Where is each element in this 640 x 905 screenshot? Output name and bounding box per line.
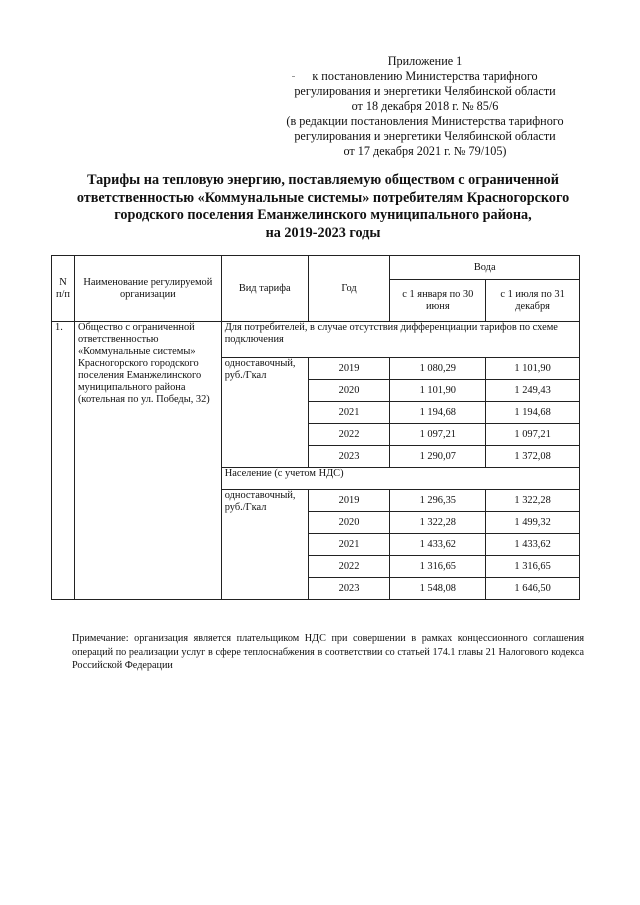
title-line: ответственностью «Коммунальные системы» потребителям Красногорского: [76, 189, 570, 206]
value-cell: 1 322,28: [486, 490, 580, 512]
document-title: [40, 172, 606, 242]
value-cell: 1 316,65: [486, 556, 580, 578]
year-cell: 2022: [308, 556, 390, 578]
year-cell: 2023: [308, 578, 390, 600]
value-cell: 1 372,08: [486, 446, 580, 468]
appendix-line: от 18 декабря 2018 г. № 85/6: [351, 99, 499, 113]
year-cell: 2023: [308, 446, 390, 468]
header-tariff-type: Вид тарифа: [221, 256, 308, 322]
footnote: Примечание: организация является плательщиком НДС при совершении в рамках концессионного соглашения операций по реализации услуг в сфере теплоснабжения в соответствии со статьей 174.1 главы 21 Налогового кодекса Российской Федерации: [72, 633, 584, 671]
year-cell: 2020: [308, 380, 390, 402]
value-cell: 1 322,28: [390, 512, 486, 534]
year-cell: 2021: [308, 402, 390, 424]
year-cell: 2021: [308, 534, 390, 556]
section-header: Население (с учетом НДС): [221, 468, 579, 490]
appendix-line: регулирования и энергетики Челябинской области: [294, 129, 556, 143]
value-cell: 1 646,50: [486, 578, 580, 600]
title-line: Тарифы на тепловую энергию, поставляемую обществом с ограниченной: [87, 172, 559, 188]
tariff-table: [51, 255, 580, 600]
row-number: 1.: [52, 322, 75, 600]
organization-name: Общество с ограниченной ответственностью «Коммунальные системы» Красногорского городского поселения Еманжелинского муниципального района (котельная по ул. Победы, 32): [74, 322, 221, 600]
value-cell: 1 194,68: [390, 402, 486, 424]
appendix-line: к постановлению Министерства тарифного: [312, 69, 538, 83]
value-cell: 1 097,21: [390, 424, 486, 446]
value-cell: 1 080,29: [390, 358, 486, 380]
tariff-type: одноставочный, руб./Гкал: [221, 358, 308, 468]
appendix-line: регулирования и энергетики Челябинской области: [294, 84, 556, 98]
value-cell: 1 296,35: [390, 490, 486, 512]
value-cell: 1 433,62: [390, 534, 486, 556]
appendix-line: от 17 декабря 2021 г. № 79/105): [343, 144, 507, 158]
value-cell: 1 499,32: [486, 512, 580, 534]
value-cell: 1 290,07: [390, 446, 486, 468]
header-period-1: с 1 января по 30 июня: [390, 280, 486, 322]
value-cell: 1 316,65: [390, 556, 486, 578]
year-cell: 2020: [308, 512, 390, 534]
header-period-2: с 1 июля по 31 декабря: [486, 280, 580, 322]
header-water: Вода: [390, 256, 580, 280]
appendix-line: Приложение 1: [387, 54, 463, 68]
value-cell: 1 194,68: [486, 402, 580, 424]
section-header: Для потребителей, в случае отсутствия дифференциации тарифов по схеме подключения: [221, 322, 579, 358]
year-cell: 2022: [308, 424, 390, 446]
appendix-header: [270, 54, 580, 159]
value-cell: 1 249,43: [486, 380, 580, 402]
value-cell: 1 097,21: [486, 424, 580, 446]
appendix-line: (в редакции постановления Министерства тарифного: [286, 114, 564, 128]
value-cell: 1 101,90: [486, 358, 580, 380]
header-num: N п/п: [52, 256, 75, 322]
title-line: городского поселения Еманжелинского муниципального района,: [114, 207, 532, 223]
value-cell: 1 548,08: [390, 578, 486, 600]
value-cell: 1 101,90: [390, 380, 486, 402]
header-org: Наименование регулируемой организации: [74, 256, 221, 322]
year-cell: 2019: [308, 490, 390, 512]
year-cell: 2019: [308, 358, 390, 380]
title-line: на 2019-2023 годы: [265, 224, 381, 241]
tariff-type: одноставочный, руб./Гкал: [221, 490, 308, 600]
header-year: Год: [308, 256, 390, 322]
value-cell: 1 433,62: [486, 534, 580, 556]
